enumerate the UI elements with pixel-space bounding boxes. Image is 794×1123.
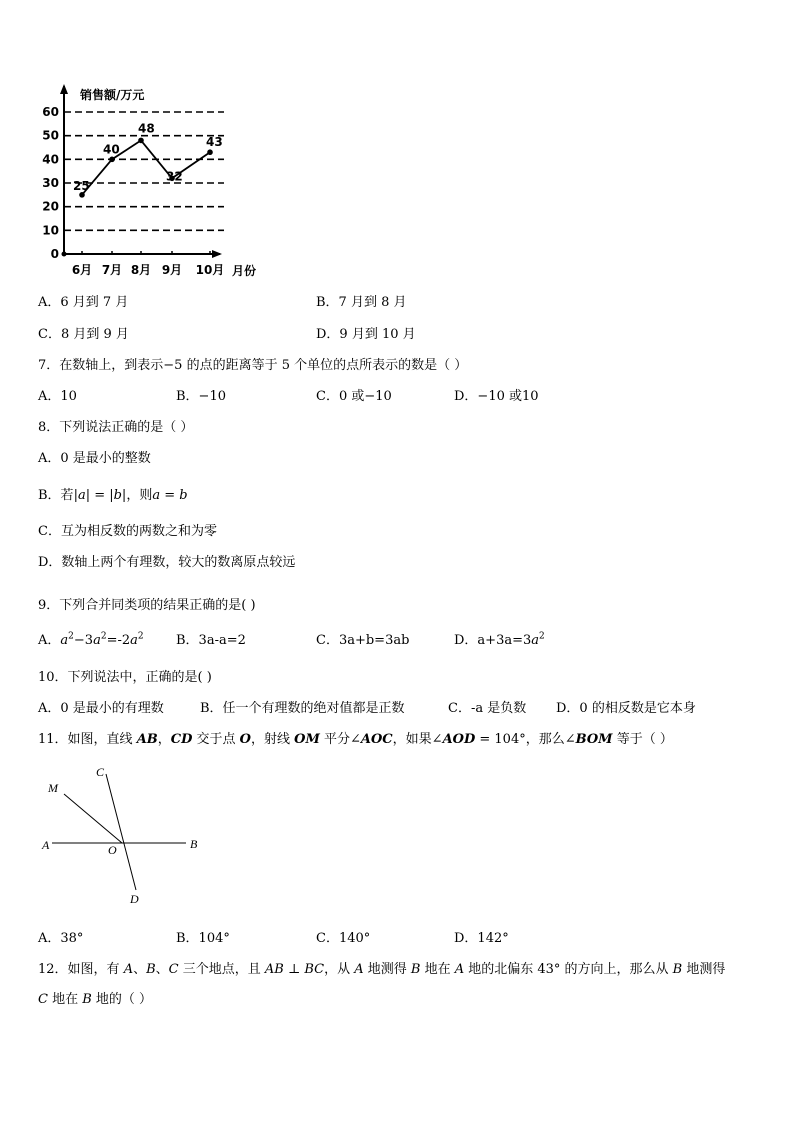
q6-option-a: A．6 月到 7 月 <box>38 295 129 310</box>
data-label: 43 <box>206 135 223 150</box>
x-tick-label: 8月 <box>130 263 152 277</box>
q11-option-d: D．142° <box>454 931 509 946</box>
q11-stem: 11．如图，直线 AB，CD 交于点 O，射线 OM 平分∠AOC，如果∠AOD = 104°，那么∠BOM 等于（ ） <box>38 732 673 747</box>
series-line <box>82 140 210 194</box>
y-tick-label: 30 <box>42 176 59 190</box>
q8-option-a: A．0 是最小的整数 <box>38 451 151 466</box>
q6-option-d: D．9 月到 10 月 <box>316 327 416 342</box>
x-tick-label: 9月 <box>161 263 183 277</box>
line-cd <box>106 774 136 890</box>
data-label: 32 <box>166 169 183 184</box>
data-label: 48 <box>138 121 155 136</box>
label-a: A <box>42 838 50 852</box>
origin-dot <box>62 252 67 257</box>
q7-stem: 7．在数轴上，到表示−5 的点的距离等于 5 个单位的点所表示的数是（ ） <box>38 358 468 373</box>
q10-stem: 10．下列说法中，正确的是( ) <box>38 670 212 685</box>
data-point <box>109 157 115 163</box>
q7-option-c: C．0 或−10 <box>316 389 392 404</box>
x-tick-label: 7月 <box>101 263 123 277</box>
y-tick-label: 20 <box>42 199 59 214</box>
data-point <box>79 192 85 198</box>
q9-option-b: B．3a-a=2 <box>176 633 246 648</box>
y-tick-label: 60 <box>42 105 59 119</box>
label-c: C <box>96 765 105 779</box>
y-tick-label: 50 <box>42 128 59 143</box>
x-tick-label: 6月 <box>71 263 93 277</box>
label-o: O <box>108 843 117 857</box>
q6-option-c: C．8 月到 9 月 <box>38 327 129 342</box>
label-b: B <box>190 837 198 851</box>
q9-option-c: C．3a+b=3ab <box>316 633 410 648</box>
q11-option-c: C．140° <box>316 931 371 946</box>
x-tick-label: 10月 <box>195 263 225 277</box>
q7-option-d: D．−10 或10 <box>454 389 539 404</box>
q11-option-a: A．38° <box>38 931 84 946</box>
q6-option-b: B．7 月到 8 月 <box>316 295 407 310</box>
q7-option-b: B．−10 <box>176 389 226 404</box>
sales-line-chart <box>40 78 300 283</box>
q8-option-d: D．数轴上两个有理数，较大的数离原点较远 <box>38 555 296 570</box>
data-point <box>138 138 144 144</box>
q12-stem-line1: 12．如图，有 A、B、C 三个地点，且 AB ⊥ BC，从 A 地测得 B 地在 A 地的北偏东 43° 的方向上，那么从 B 地测得 <box>38 962 726 977</box>
x-axis-title: 月份 <box>232 264 257 278</box>
x-axis-arrow <box>212 250 222 258</box>
q10-option-a: A．0 是最小的有理数 <box>38 701 164 716</box>
q9-option-d: D．$a+3a=3a^2$ <box>454 631 545 648</box>
data-point <box>207 149 213 155</box>
angle-diagram <box>38 760 218 910</box>
data-label: 40 <box>103 142 120 157</box>
y-axis-title: 销售额/万元 <box>80 88 145 102</box>
label-d: D <box>130 892 139 906</box>
q10-option-b: B．任一个有理数的绝对值都是正数 <box>200 701 405 716</box>
y-tick-label: 0 <box>50 247 59 261</box>
q10-option-c: C．-a 是负数 <box>448 701 527 716</box>
label-m: M <box>48 781 58 795</box>
q10-option-d: D．0 的相反数是它本身 <box>556 701 696 716</box>
q11-option-b: B．104° <box>176 931 230 946</box>
q8-option-b: B．若|a| = |b|，则a = b <box>38 488 188 503</box>
q7-option-a: A．10 <box>38 389 77 404</box>
q8-stem: 8．下列说法正确的是（ ） <box>38 420 194 435</box>
y-tick-label: 40 <box>42 152 59 167</box>
q8-option-c: C．互为相反数的两数之和为零 <box>38 524 217 539</box>
y-tick-label: 10 <box>42 223 59 238</box>
y-axis-arrow <box>60 84 68 94</box>
q9-stem: 9．下列合并同类项的结果正确的是( ) <box>38 598 256 613</box>
q9-option-a: A．$a^2-3a^2=-2a^2$ <box>38 631 144 648</box>
data-label: 25 <box>73 178 90 193</box>
q12-stem-line2: C 地在 B 地的（ ） <box>38 992 153 1007</box>
